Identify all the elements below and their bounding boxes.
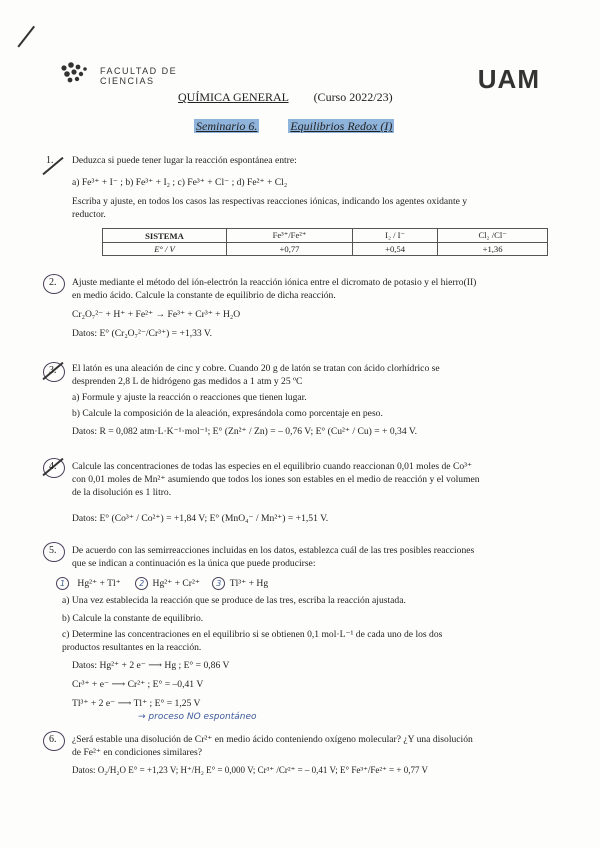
q5-statement: De acuerdo con las semirreacciones incluidas en los datos, establezca cuál de las tres posibles reacciones que se indican a continuación es la única que puede producirse: <box>72 545 475 569</box>
option-label: 2 <box>135 577 148 590</box>
table-row <box>103 229 548 243</box>
q5-part-b: b) Calcule la constante de equilibrio. <box>62 613 204 624</box>
q2-data: Datos: E° (Cr₂O₇²⁻/Cr³⁺) = +1,33 V. <box>72 328 213 339</box>
q6-data: Datos: O₂/H₂O E° = +1,23 V; H⁺/H₂ E° = 0,000 V; Cr³⁺ /Cr²⁺ = – 0,41 V; E° Fe³⁺/Fe²⁺ = + 0,77 V <box>72 765 429 775</box>
q5-part-a: a) Una vez establecida la reacción que se produce de las tres, escriba la reacción ajustada. <box>62 595 406 606</box>
faculty-name: FACULTAD DE CIENCIAS <box>100 66 178 86</box>
course-title: QUÍMICA GENERAL <box>178 90 289 104</box>
q5-data-1: Datos: Hg²⁺ + 2 e⁻ ⟶ Hg ; E° = 0,86 V <box>72 660 230 671</box>
faculty-logo-icon <box>58 60 96 86</box>
page-title <box>178 90 393 105</box>
q2-equation: Cr₂O₇²⁻ + H⁺ + Fe²⁺ → Fe³⁺ + Cr³⁺ + H₂O <box>72 309 241 320</box>
q1-number: 1. <box>46 155 54 166</box>
q5-reactions <box>56 577 268 590</box>
option-label: 1 <box>56 577 69 590</box>
q2-statement: Ajuste mediante el método del ión-electrón la reacción iónica entre el dicromato de potasio y el hierro(II) en medio ácido. Calcule la constante de equilibrio de dicha reacción. <box>72 277 477 301</box>
q4-number: 4. <box>49 461 57 472</box>
table-cell: SISTEMA <box>103 229 227 243</box>
q6-statement: ¿Será estable una disolución de Cr²⁺ en medio ácido conteniendo oxígeno molecular? ¿Y una disolución de Fe²⁺ en condiciones similares? <box>72 734 473 758</box>
q5-number: 5. <box>49 545 57 556</box>
seminar-topic: Equilibrios Redox (I) <box>290 119 393 133</box>
q1-statement: Deduzca si puede tener lugar la reacción espontánea entre: <box>72 155 297 166</box>
q1-instructions: Escriba y ajuste, en todos los casos las respectivas reacciones iónicas, indicando los agentes oxidante y reductor. <box>72 196 468 220</box>
q1-options: a) Fe³⁺ + I⁻ ; b) Fe³⁺ + I₂ ; c) Fe³⁺ + Cl⁻ ; d) Fe²⁺ + Cl₂ <box>72 177 288 188</box>
option-label: 3 <box>212 577 225 590</box>
seminar-number: Seminario 6. <box>196 119 258 133</box>
seminar-title <box>194 119 394 134</box>
course-year: (Curso 2022/23) <box>313 90 393 104</box>
handwritten-note: → proceso NO espontáneo <box>138 712 257 722</box>
table-cell: +1,36 <box>438 243 548 256</box>
q5-part-c: c) Determine las concentraciones en el equilibrio si se obtienen 0,1 mol·L⁻¹ de cada uno de los dos productos resultantes en la reacción. <box>62 629 443 653</box>
q4-statement: Calcule las concentraciones de todas las especies en el equilibrio cuando reaccionan 0,01 moles de Co³⁺ con 0,01 moles de Mn²⁺ asumiendo que todos los iones son estables en el medio de reacción y el volumen de la disolución es 1 litro. <box>72 461 480 498</box>
q2-number: 2. <box>49 277 57 288</box>
q3-data: Datos: R = 0,082 atm·L·K⁻¹·mol⁻¹; E° (Zn²⁺ / Zn) = – 0,76 V; E° (Cu²⁺ / Cu) = + 0,34 V. <box>72 426 417 437</box>
table-cell: +0,77 <box>227 243 353 256</box>
table-cell: +0,54 <box>352 243 437 256</box>
q3-statement: El latón es una aleación de cinc y cobre. Cuando 20 g de latón se tratan con ácido clorhídrico se desprenden 2,8 L de hidrógeno gas medidos a 1 atm y 25 ºC <box>72 363 440 387</box>
potentials-table <box>102 228 548 256</box>
table-cell: Fe³⁺/Fe²⁺ <box>227 229 353 243</box>
pen-mark <box>17 26 34 47</box>
table-cell: Cl₂ /Cl⁻ <box>438 229 548 243</box>
reaction-2: Hg²⁺ + Cr²⁺ <box>152 578 200 589</box>
q3-number: 3. <box>49 365 57 376</box>
table-row <box>103 243 548 256</box>
q3-part-a: a) Formule y ajuste la reacción o reacciones que tienen lugar. <box>72 392 307 403</box>
uam-logo: UAM <box>477 64 540 94</box>
table-cell: I₂ / I⁻ <box>352 229 437 243</box>
reaction-3: Tl³⁺ + Hg <box>229 578 269 589</box>
q4-data: Datos: E° (Co³⁺ / Co²⁺) = +1,84 V; E° (MnO₄⁻ / Mn²⁺) = +1,51 V. <box>72 513 329 524</box>
q5-data-3: Tl³⁺ + 2 e⁻ ⟶ Tl⁺ ; E° = 1,25 V <box>72 698 201 709</box>
reaction-1: Hg²⁺ + Tl⁺ <box>77 578 121 589</box>
q5-data-2: Cr³⁺ + e⁻ ⟶ Cr²⁺ ; E° = –0,41 V <box>72 679 204 690</box>
table-cell: E° / V <box>103 243 227 256</box>
q6-number: 6. <box>49 734 57 745</box>
q3-part-b: b) Calcule la composición de la aleación, expresándola como porcentaje en peso. <box>72 408 383 419</box>
